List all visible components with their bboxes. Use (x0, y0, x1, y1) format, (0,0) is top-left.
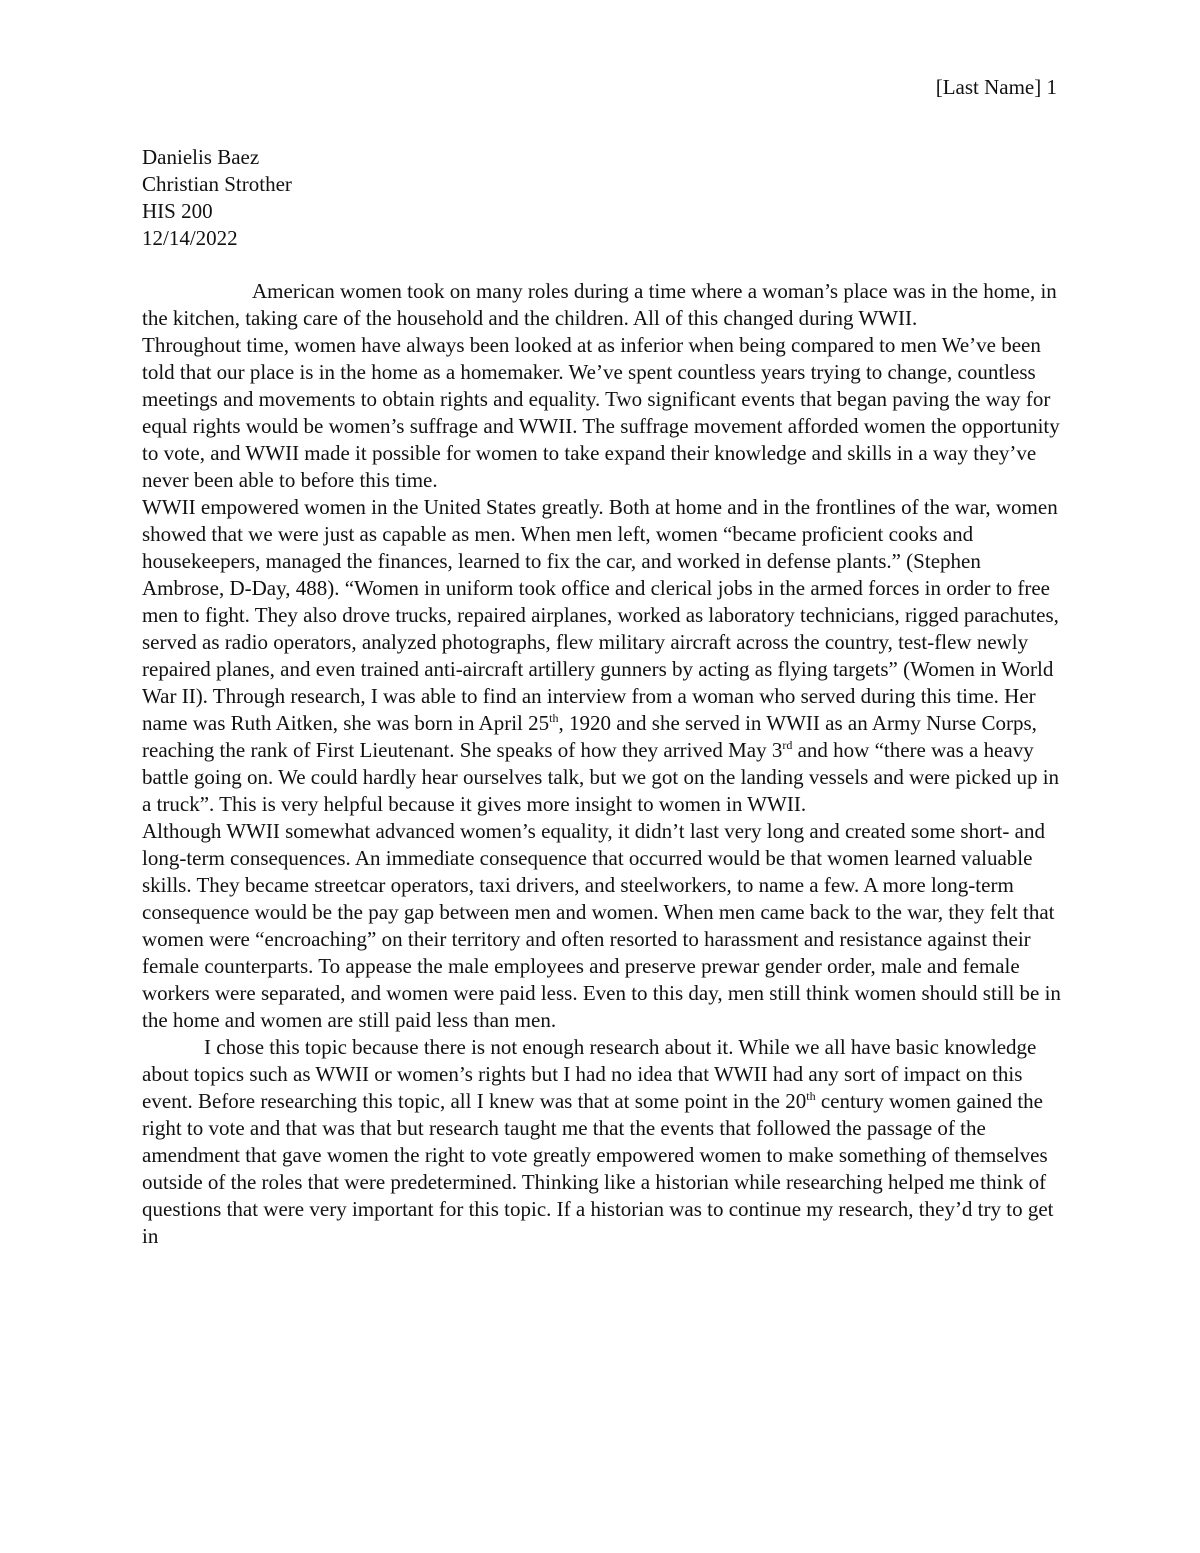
paragraph-text: American women took on many roles during a time where a woman’s place was in the home, in the kitchen, taking care of the household and the children. All of this changed during WWII. (142, 279, 1057, 330)
paragraph-text: Although WWII somewhat advanced women’s equality, it didn’t last very long and created some short- and long-term consequences. An immediate consequence that occurred would be that women learned valuable skills. They became streetcar operators, taxi drivers, and steelworkers, to name a few. A more long-term consequence would be the pay gap between men and women. When men came back to the war, they felt that women were “encroaching” on their territory and often resorted to harassment and resistance against their female counterparts. To appease the male employees and preserve prewar gender order, male and female workers were separated, and women were paid less. Even to this day, men still think women should still be in the home and women are still paid less than men. (142, 819, 1061, 1032)
paragraph-background (142, 332, 1062, 494)
running-head: [Last Name] 1 (935, 75, 1057, 99)
paragraph-reflection (142, 1034, 1062, 1250)
essay-body (142, 278, 1062, 1250)
ordinal-suffix: rd (782, 738, 793, 752)
paragraph-text: WWII empowered women in the United States greatly. Both at home and in the frontlines of the war, women showed that we were just as capable as men. When men left, women “became proficient cooks and housekeepers, managed the finances, learned to fix the car, and worked in defense plants.” (Stephen Ambrose, D-Day, 488). “Women in uniform took office and clerical jobs in the armed forces in order to free men to fight. They also drove trucks, repaired airplanes, worked as laboratory technicians, rigged parachutes, served as radio operators, analyzed photographs, flew military aircraft across the country, test-flew newly repaired planes, and even trained anti-aircraft artillery gunners by acting as flying targets” (Women in World War II). Through research, I was able to find an interview from a woman who served during this time. Her name was Ruth Aitken, she was born in April 25 (142, 495, 1059, 735)
paragraph-text: I chose this topic because there is not enough research about it. While we all have basic knowledge about topics such as WWII or women’s rights but I had no idea that WWII had any sort of impact on this event. Before researching this topic, all I knew was that at some point in the 20 (142, 1035, 1037, 1113)
paragraph-consequences (142, 818, 1062, 1034)
paragraph-text: century women gained the right to vote and that was that but research taught me that the events that followed the passage of the amendment that gave women the right to vote greatly empowered women to make something of themselves outside of the roles that were predetermined. Thinking like a historian while researching helped me think of questions that were very important for this topic. If a historian was to continue my research, they’d try to get in (142, 1089, 1054, 1248)
paragraph-text: and how “there was a heavy battle going on. We could hardly hear ourselves talk, but we got on the landing vessels and were picked up in a truck”. This is very helpful because it gives more insight to women in WWII. (142, 738, 1060, 816)
paragraph-text: , 1920 and she served in WWII as an Army Nurse Corps, reaching the rank of First Lieutenant. She speaks of how they arrived May 3 (142, 711, 1037, 762)
date: 12/14/2022 (142, 226, 238, 250)
paragraph-text: Throughout time, women have always been looked at as inferior when being compared to men We’ve been told that our place is in the home as a homemaker. We’ve spent countless years trying to change, countless meetings and movements to obtain rights and equality. Two significant events that began paving the way for equal rights would be women’s suffrage and WWII. The suffrage movement afforded women the opportunity to vote, and WWII made it possible for women to take expand their knowledge and skills in a way they’ve never been able to before this time. (142, 333, 1060, 492)
heading-block (142, 144, 292, 252)
paragraph-intro (142, 278, 1062, 332)
ordinal-suffix: th (549, 711, 559, 725)
instructor-name: Christian Strother (142, 172, 292, 196)
paragraph-wwii-roles (142, 494, 1062, 818)
course-name: HIS 200 (142, 199, 213, 223)
author-name: Danielis Baez (142, 145, 260, 169)
ordinal-suffix: th (806, 1089, 816, 1103)
